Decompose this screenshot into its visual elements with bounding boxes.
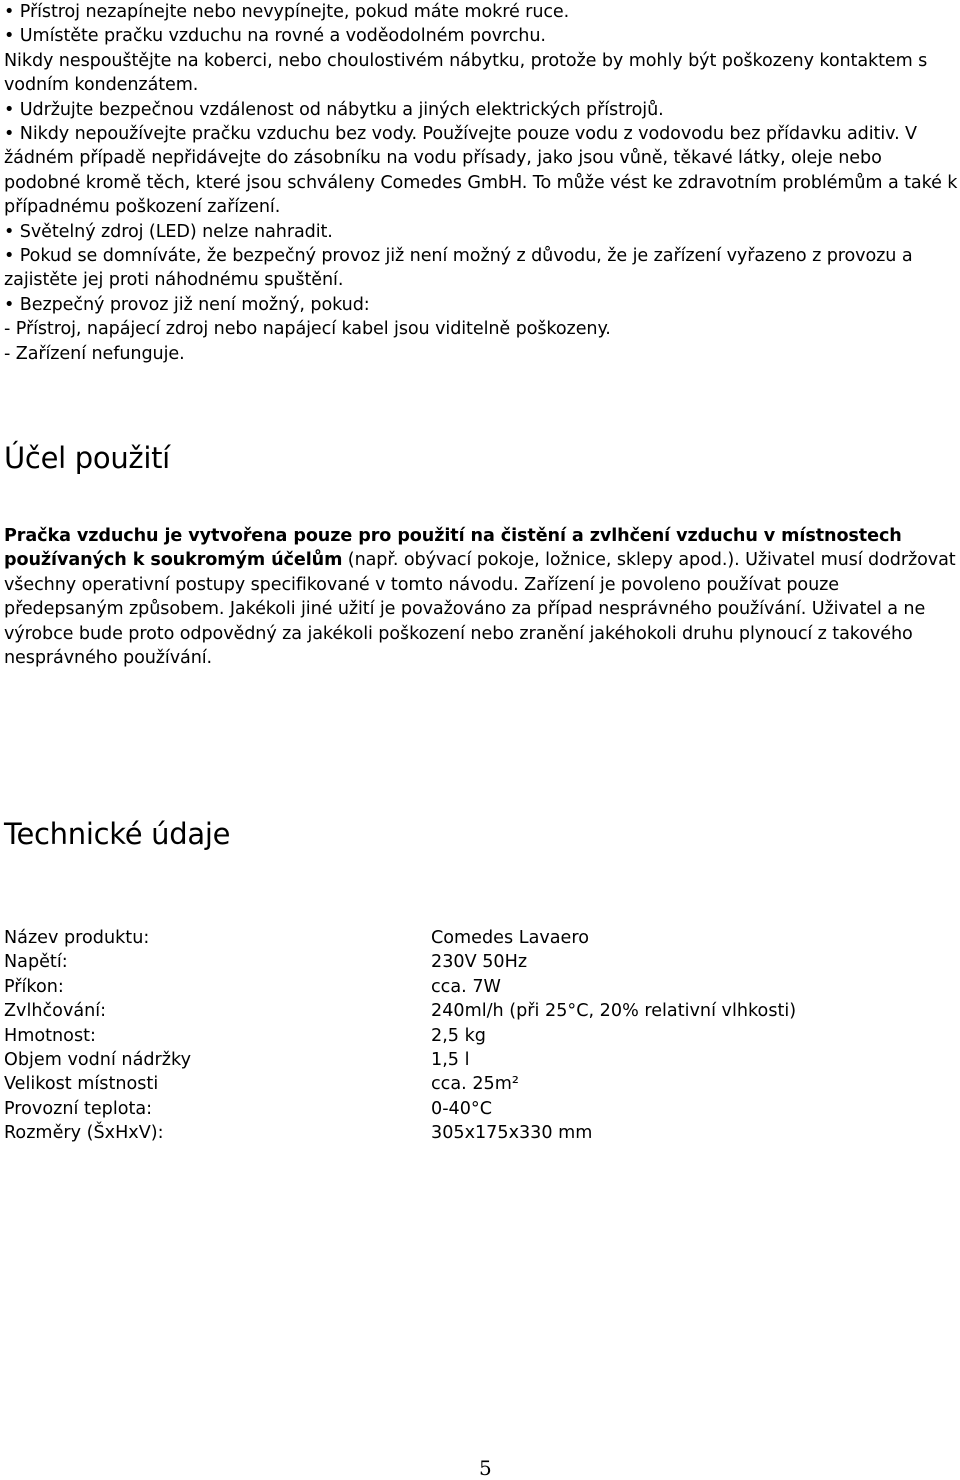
safety-line: • Světelný zdroj (LED) nelze nahradit. (4, 221, 333, 242)
purpose-heading: Účel použití (4, 441, 170, 475)
safety-line: • Udržujte bezpečnou vzdálenost od nábytku a jiných elektrických přístrojů. (4, 99, 664, 120)
spec-label: Příkon: (4, 976, 64, 997)
spec-value: 2,5 kg (431, 1025, 486, 1046)
spec-row-weight (4, 1024, 904, 1048)
spec-value: cca. 25m² (431, 1074, 519, 1095)
purpose-text: (např. obývací pokoje, ložnice, sklepy apod.). Uživatel musí dodržovat všechny operativní postupy specifikované v tomto návodu. Zařízení je povoleno používat pouze předepsaným způsobem. Jakékoli jiné užití je považováno za případ nesprávného používání. Uživatel a ne výrobce bude proto odpovědný za jakékoli poškození nebo zranění jakéhokoli druhu plynoucí z takového nesprávného používání. (4, 550, 956, 669)
spec-row-dimensions (4, 1121, 904, 1145)
spec-row-voltage (4, 950, 904, 974)
safety-instructions (4, 0, 960, 366)
safety-line: - Přístroj, napájecí zdroj nebo napájecí kabel jsou viditelně poškozeny. (4, 319, 611, 340)
safety-line: • Umístěte pračku vzduchu na rovné a voděodolném povrchu. (4, 26, 546, 47)
spec-value: 230V 50Hz (431, 952, 528, 973)
spec-row-product-name (4, 926, 904, 950)
spec-value: 305x175x330 mm (431, 1123, 593, 1144)
purpose-bold-text: Pračka vzduchu je vytvořena pouze pro použití na čistění a zvlhčení vzduchu v místnostech používaných k soukromým účelům (4, 526, 902, 571)
spec-value: cca. 7W (431, 976, 501, 997)
safety-line: • Přístroj nezapínejte nebo nevypínejte, pokud máte mokré ruce. (4, 2, 570, 22)
spec-label: Provozní teplota: (4, 1098, 153, 1119)
safety-line: • Nikdy nepoužívejte pračku vzduchu bez vody. Používejte pouze vodu z vodovodu bez přídavku aditiv. V žádném případě nepřidávejte do zásobníku na vodu přísady, jako jsou vůně, těkavé látky, oleje nebo podobné kromě těch, které jsou schváleny Comedes GmbH. To může vést ke zdravotním problémům a také k případnému poškození zařízení. (4, 124, 958, 218)
technical-specs-table (4, 926, 904, 1146)
spec-row-humidification (4, 999, 904, 1023)
spec-label: Zvlhčování: (4, 1001, 107, 1022)
safety-line: • Bezpečný provoz již není možný, pokud: (4, 294, 370, 315)
spec-row-operating-temperature (4, 1097, 904, 1121)
page-number: 5 (479, 1456, 492, 1480)
spec-label: Objem vodní nádržky (4, 1049, 191, 1070)
safety-line: - Zařízení nefunguje. (4, 343, 185, 364)
spec-label: Rozměry (ŠxHxV): (4, 1123, 164, 1144)
spec-label: Název produktu: (4, 928, 150, 948)
spec-row-room-size (4, 1072, 904, 1096)
spec-label: Napětí: (4, 952, 68, 973)
safety-line: Nikdy nespouštějte na koberci, nebo choulostivém nábytku, protože by mohly být poškozeny kontaktem s vodním kondenzátem. (4, 50, 928, 96)
spec-row-tank-volume (4, 1048, 904, 1072)
spec-value: 240ml/h (při 25°C, 20% relativní vlhkosti) (431, 1001, 797, 1022)
spec-value: 0-40°C (431, 1098, 493, 1119)
spec-row-power (4, 975, 904, 999)
spec-label: Velikost místnosti (4, 1074, 159, 1095)
spec-value: 1,5 l (431, 1049, 470, 1070)
safety-line: • Pokud se domníváte, že bezpečný provoz již není možný z důvodu, že je zařízení vyřazeno z provozu a zajistěte jej proti náhodnému spuštění. (4, 246, 913, 291)
spec-value: Comedes Lavaero (431, 928, 589, 948)
purpose-paragraph (4, 524, 960, 670)
spec-label: Hmotnost: (4, 1025, 96, 1046)
technical-heading: Technické údaje (4, 817, 231, 851)
